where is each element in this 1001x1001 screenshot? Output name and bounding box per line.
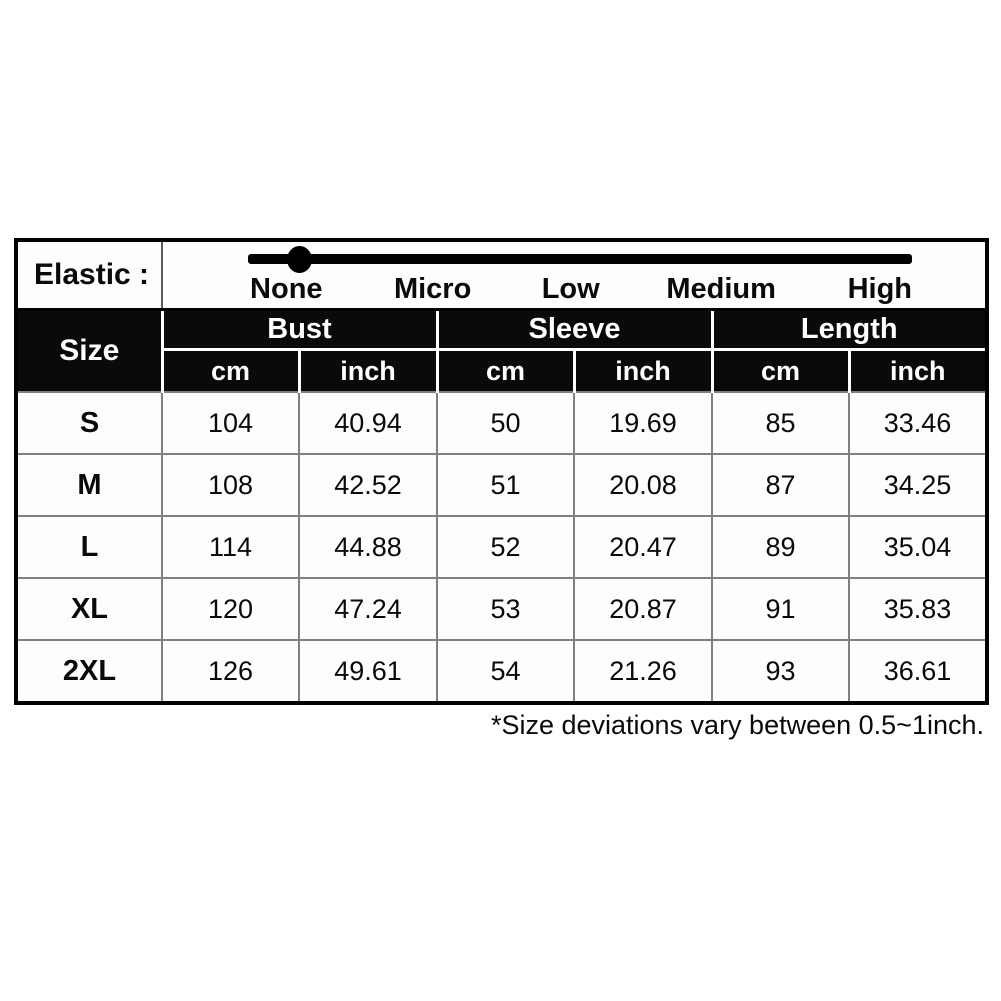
bust-inch-value: 42.52	[299, 454, 437, 516]
bust-cm-value: 126	[162, 640, 299, 703]
size-value: M	[16, 454, 162, 516]
sleeve-inch-value: 20.08	[574, 454, 712, 516]
elastic-level-micro: Micro	[393, 273, 472, 305]
unit-header-length-inch: inch	[849, 350, 987, 393]
size-deviation-footnote: *Size deviations vary between 0.5~1inch.	[490, 710, 984, 740]
unit-header-length-cm: cm	[712, 350, 849, 393]
sleeve-inch-value: 20.47	[574, 516, 712, 578]
size-chart-panel	[14, 238, 985, 741]
size-value: L	[16, 516, 162, 578]
bust-cm-value: 108	[162, 454, 299, 516]
bust-cm-value: 120	[162, 578, 299, 640]
bust-inch-value: 47.24	[299, 578, 437, 640]
elastic-level-low: Low	[541, 273, 600, 305]
length-cm-value: 89	[712, 516, 849, 578]
sleeve-cm-value: 50	[437, 392, 574, 454]
elastic-label: Elastic :	[16, 240, 162, 310]
size-value: 2XL	[16, 640, 162, 703]
elastic-level-medium: Medium	[666, 273, 776, 305]
elastic-scale-cell	[162, 240, 987, 310]
unit-header-row	[16, 350, 987, 393]
size-value: S	[16, 392, 162, 454]
bust-inch-value: 40.94	[299, 392, 437, 454]
elastic-level-labels	[163, 243, 985, 307]
size-value: XL	[16, 578, 162, 640]
sleeve-inch-value: 20.87	[574, 578, 712, 640]
unit-header-sleeve-cm: cm	[437, 350, 574, 393]
col-header-size: Size	[16, 310, 162, 393]
group-header-row	[16, 310, 987, 350]
length-cm-value: 87	[712, 454, 849, 516]
length-cm-value: 91	[712, 578, 849, 640]
elastic-row	[16, 240, 987, 310]
length-inch-value: 35.04	[849, 516, 987, 578]
table-row-s	[16, 392, 987, 454]
table-row-xl	[16, 578, 987, 640]
bust-inch-value: 49.61	[299, 640, 437, 703]
size-chart-table	[14, 238, 989, 705]
table-row-l	[16, 516, 987, 578]
sleeve-inch-value: 19.69	[574, 392, 712, 454]
sleeve-inch-value: 21.26	[574, 640, 712, 703]
sleeve-cm-value: 51	[437, 454, 574, 516]
bust-cm-value: 114	[162, 516, 299, 578]
table-row-2xl	[16, 640, 987, 703]
unit-header-bust-inch: inch	[299, 350, 437, 393]
col-header-bust: Bust	[162, 310, 437, 350]
sleeve-cm-value: 54	[437, 640, 574, 703]
length-cm-value: 93	[712, 640, 849, 703]
col-header-length: Length	[712, 310, 987, 350]
col-header-sleeve: Sleeve	[437, 310, 712, 350]
sleeve-cm-value: 53	[437, 578, 574, 640]
unit-header-sleeve-inch: inch	[574, 350, 712, 393]
elastic-slider	[163, 243, 985, 307]
unit-header-bust-cm: cm	[162, 350, 299, 393]
length-cm-value: 85	[712, 392, 849, 454]
length-inch-value: 33.46	[849, 392, 987, 454]
elastic-level-high: High	[847, 273, 912, 305]
sleeve-cm-value: 52	[437, 516, 574, 578]
length-inch-value: 35.83	[849, 578, 987, 640]
bust-cm-value: 104	[162, 392, 299, 454]
elastic-level-none: None	[250, 273, 323, 305]
bust-inch-value: 44.88	[299, 516, 437, 578]
table-row-m	[16, 454, 987, 516]
length-inch-value: 36.61	[849, 640, 987, 703]
length-inch-value: 34.25	[849, 454, 987, 516]
